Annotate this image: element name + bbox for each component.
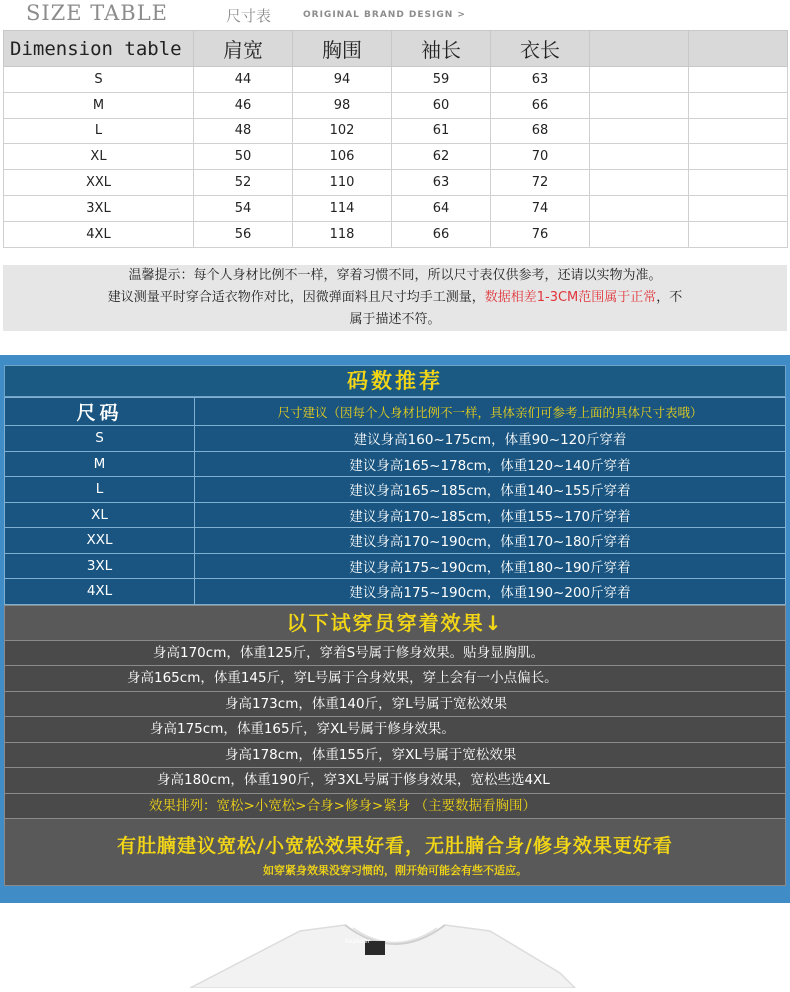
empty-cell xyxy=(689,221,788,247)
fit-advice-banner xyxy=(4,819,786,886)
note-line-3: 属于描述不符。 xyxy=(349,312,441,327)
sleeve-cell: 59 xyxy=(392,67,491,93)
empty-cell xyxy=(689,144,788,170)
table-row xyxy=(5,426,786,452)
size-cell: XXL xyxy=(4,170,194,196)
try-on-title: 以下试穿员穿着效果↓ xyxy=(4,605,786,641)
size-cell: M xyxy=(4,92,194,118)
try-on-row: 身高178cm，体重155斤，穿XL号属于宽松效果 xyxy=(4,743,786,769)
recommendation-content xyxy=(4,365,786,886)
length-cell: 74 xyxy=(491,195,590,221)
fit-advice-sub: 如穿紧身效果没穿习惯的，刚开始可能会有些不适应。 xyxy=(263,864,527,877)
empty-cell xyxy=(590,92,689,118)
product-shirt-image xyxy=(0,903,790,988)
sleeve-cell: 64 xyxy=(392,195,491,221)
dimension-table xyxy=(3,30,788,248)
size-recommendation-panel xyxy=(0,355,790,903)
size-cell: XL xyxy=(4,144,194,170)
empty-cell xyxy=(689,118,788,144)
size-cell: L xyxy=(4,118,194,144)
brand-design-label: ORIGINAL BRAND DESIGN > xyxy=(303,10,466,20)
empty-cell xyxy=(590,118,689,144)
size-cell: XXL xyxy=(5,528,195,554)
shirt-illustration xyxy=(0,903,790,988)
advice-cell: 建议身高165~185cm，体重140~155斤穿着 xyxy=(195,477,786,503)
column-header-chest: 胸围 xyxy=(293,31,392,67)
shoulder-cell: 54 xyxy=(194,195,293,221)
try-on-row: 身高170cm，体重125斤，穿着S号属于修身效果。贴身显胸肌。 xyxy=(4,641,786,667)
table-row xyxy=(4,221,788,247)
try-on-row: 身高165cm，体重145斤，穿L号属于合身效果，穿上会有一小点偏长。 xyxy=(4,666,786,692)
size-cell: S xyxy=(4,67,194,93)
sleeve-cell: 66 xyxy=(392,221,491,247)
table-row xyxy=(5,553,786,579)
sleeve-cell: 60 xyxy=(392,92,491,118)
size-column-header: 尺码 xyxy=(5,398,195,426)
recommendation-title: 码数推荐 xyxy=(4,365,786,397)
try-on-row: 身高175cm，体重165斤，穿XL号属于修身效果。 xyxy=(4,717,786,743)
size-cell: 4XL xyxy=(4,221,194,247)
note-tolerance-text: 数据相差1-3CM范围属于正常 xyxy=(484,290,657,305)
advice-cell: 建议身高160~175cm，体重90~120斤穿着 xyxy=(195,426,786,452)
chest-cell: 118 xyxy=(293,221,392,247)
length-cell: 72 xyxy=(491,170,590,196)
advice-cell: 建议身高175~190cm，体重190~200斤穿着 xyxy=(195,579,786,605)
length-cell: 66 xyxy=(491,92,590,118)
advice-cell: 建议身高165~178cm，体重120~140斤穿着 xyxy=(195,451,786,477)
sleeve-cell: 63 xyxy=(392,170,491,196)
length-cell: 68 xyxy=(491,118,590,144)
shoulder-cell: 46 xyxy=(194,92,293,118)
empty-cell xyxy=(590,195,689,221)
advice-column-header: 尺寸建议（因每个人身材比例不一样，具体亲们可参考上面的具体尺寸表哦） xyxy=(195,398,786,426)
empty-cell xyxy=(689,170,788,196)
table-row xyxy=(4,118,788,144)
advice-cell: 建议身高170~190cm，体重170~180斤穿着 xyxy=(195,528,786,554)
empty-cell xyxy=(590,170,689,196)
note-line-2 xyxy=(3,287,787,309)
size-table-header xyxy=(0,0,790,30)
note-line-1: 温馨提示：每个人身材比例不一样，穿着习惯不同，所以尺寸表仅供参考，还请以实物为准。 xyxy=(128,268,662,283)
fit-advice-main: 有肚腩建议宽松/小宽松效果好看，无肚腩合身/修身效果更好看 xyxy=(117,835,673,857)
try-on-row: 身高180cm，体重190斤，穿3XL号属于修身效果，宽松些选4XL xyxy=(4,768,786,794)
table-row xyxy=(5,528,786,554)
empty-cell xyxy=(590,221,689,247)
size-cell: 3XL xyxy=(4,195,194,221)
dimension-table-header-row xyxy=(4,31,788,67)
table-row xyxy=(4,170,788,196)
try-on-row: 身高173cm，体重140斤，穿L号属于宽松效果 xyxy=(4,692,786,718)
column-header-sleeve: 袖长 xyxy=(392,31,491,67)
table-row xyxy=(5,477,786,503)
size-note xyxy=(3,265,787,331)
table-row xyxy=(4,195,788,221)
chest-cell: 102 xyxy=(293,118,392,144)
chest-cell: 98 xyxy=(293,92,392,118)
chest-cell: 110 xyxy=(293,170,392,196)
sleeve-cell: 62 xyxy=(392,144,491,170)
size-cell: 3XL xyxy=(5,553,195,579)
shoulder-cell: 44 xyxy=(194,67,293,93)
table-row xyxy=(5,451,786,477)
chest-cell: 94 xyxy=(293,67,392,93)
column-header-empty xyxy=(689,31,788,67)
shoulder-cell: 48 xyxy=(194,118,293,144)
chest-cell: 114 xyxy=(293,195,392,221)
empty-cell xyxy=(689,92,788,118)
dimension-table-title: Dimension table xyxy=(4,31,194,67)
column-header-length: 衣长 xyxy=(491,31,590,67)
size-cell: L xyxy=(5,477,195,503)
effect-order-row: 效果排列：宽松>小宽松>合身>修身>紧身 （主要数据看胸围） xyxy=(4,794,786,820)
length-cell: 70 xyxy=(491,144,590,170)
table-row xyxy=(4,67,788,93)
advice-cell: 建议身高170~185cm，体重155~170斤穿着 xyxy=(195,502,786,528)
empty-cell xyxy=(590,67,689,93)
shoulder-cell: 52 xyxy=(194,170,293,196)
note-line-2-text: 建议测量平时穿合适衣物作对比，因微弹面料且尺寸均手工测量， xyxy=(107,290,485,305)
length-cell: 63 xyxy=(491,67,590,93)
recommendation-header-row xyxy=(5,398,786,426)
chest-cell: 106 xyxy=(293,144,392,170)
table-row xyxy=(4,92,788,118)
column-header-shoulder: 肩宽 xyxy=(194,31,293,67)
size-cell: 4XL xyxy=(5,579,195,605)
length-cell: 76 xyxy=(491,221,590,247)
size-table-cn-label: 尺寸表 xyxy=(226,7,272,25)
column-header-empty xyxy=(590,31,689,67)
table-row xyxy=(5,502,786,528)
empty-cell xyxy=(689,195,788,221)
shirt-label-brand: Keplerer xyxy=(345,938,370,945)
recommendation-table xyxy=(4,397,786,605)
size-cell: M xyxy=(5,451,195,477)
size-table-title: SIZE TABLE xyxy=(26,1,169,25)
size-cell: XL xyxy=(5,502,195,528)
table-row xyxy=(5,579,786,605)
size-cell: S xyxy=(5,426,195,452)
empty-cell xyxy=(590,144,689,170)
empty-cell xyxy=(689,67,788,93)
shoulder-cell: 56 xyxy=(194,221,293,247)
shoulder-cell: 50 xyxy=(194,144,293,170)
advice-cell: 建议身高175~190cm，体重180~190斤穿着 xyxy=(195,553,786,579)
sleeve-cell: 61 xyxy=(392,118,491,144)
table-row xyxy=(4,144,788,170)
note-line-2-end: ，不 xyxy=(656,290,683,305)
